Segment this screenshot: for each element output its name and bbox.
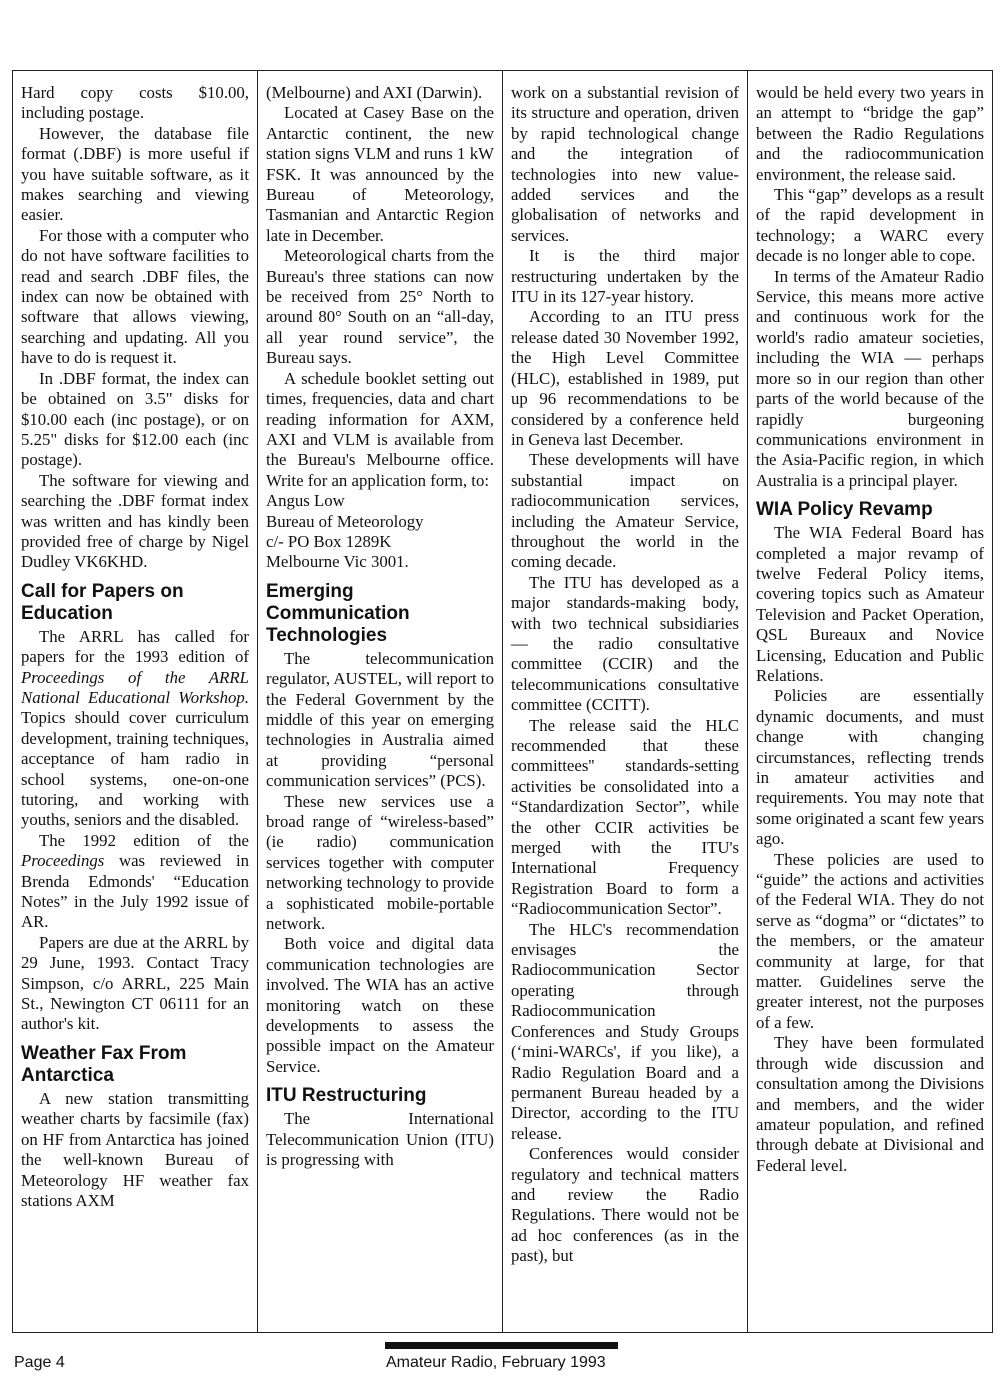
- address-line: Melbourne Vic 3001.: [266, 552, 409, 572]
- paragraph: A new station transmitting weather charts by facsimile (fax) on HF from Antarctica has joined the well-known Bureau of Meteorology HF weather fax stations AXM: [21, 1088, 249, 1210]
- address-line: Angus Low: [266, 491, 345, 511]
- text-run: Topics should cover curriculum development, training techniques, acceptance of ham radio in school systems, one-on-one tutoring, and working with youths, seniors and the disabled.: [21, 708, 249, 830]
- paragraph: The International Telecommunication Union (ITU) is progressing with: [266, 1109, 494, 1170]
- paragraph: Policies are essentially dynamic documents, and must change with changing circumstances, reflecting trends in amateur activities and requirements. You may note that some originated a scant few years ago.: [756, 686, 984, 849]
- heading-weather-fax: Weather Fax From Antarctica: [21, 1042, 187, 1086]
- paragraph: In .DBF format, the index can be obtained on 3.5" disks for $10.00 each (inc postage), or on 5.25" disks for $12.00 each (inc postage).: [21, 368, 249, 470]
- proceedings-title: Proceedings: [21, 851, 105, 871]
- paragraph: The release said the HLC recommended that these committees'' standards-setting activities be consolidated into a “Standardization Sector”, while the other CCIR activities be merged with the ITU's International Frequency Registration Board to form a “Radiocommunication Sector”.: [511, 715, 739, 919]
- paragraph: would be held every two years in an attempt to “bridge the gap” between the Radio Regulations and the radiocommunication environment, the release said.: [756, 83, 984, 184]
- paragraph: However, the database file format (.DBF) is more useful if you have suitable software, as it makes searching and viewing easier.: [21, 123, 249, 225]
- address-line: c/- PO Box 1289K: [266, 531, 392, 551]
- heading-call-for-papers: Call for Papers on Education: [21, 580, 184, 624]
- text-run: was reviewed in Brenda Edmonds' “Education Notes” in the July 1992 issue of AR.: [21, 851, 249, 932]
- paragraph: Meteorological charts from the Bureau's three stations can now be received from 25° North to around 80° South on an “all-day, all year round service”, the Bureau says.: [266, 246, 494, 368]
- paragraph: According to an ITU press release dated 30 November 1992, the High Level Committee (HLC), established in 1989, put up 96 recommendations to be considered by a conference held in Geneva last December.: [511, 307, 739, 449]
- paragraph: [21, 627, 249, 831]
- paragraph: These new services use a broad range of “wireless-based” (ie radio) communication services together with computer networking technology to provide a sophisticated mobile-portable network.: [266, 791, 494, 934]
- page-number: Page 4: [14, 1354, 65, 1371]
- footer-rule: [385, 1342, 618, 1349]
- paragraph: In terms of the Amateur Radio Service, this means more active and continuous work for the world's radio amateur societies, including the WIA — perhaps more so in our region than other parts of the world because of the rapidly burgeoning communications environment in the Asia-Pacific region, in which Australia is a principal player.: [756, 266, 984, 490]
- paragraph: Both voice and digital data communication technologies are involved. The WIA has an active monitoring watch on these developments to assess the possible impact on the Amateur Service.: [266, 934, 494, 1076]
- heading-wia-policy-revamp: WIA Policy Revamp: [756, 499, 933, 521]
- paragraph: The WIA Federal Board has completed a major revamp of twelve Federal Policy items, covering topics such as Amateur Television and Packet Operation, QSL Bureaux and Novice Licensing, Education and Public Relations.: [756, 523, 984, 685]
- text-run: The ARRL has called for papers for the 1993 edition of: [21, 626, 249, 667]
- column-4: [748, 71, 992, 1332]
- text-run: The 1992 edition of the: [39, 830, 249, 850]
- proceedings-title: Proceedings of the ARRL National Educational Workshop.: [21, 667, 249, 707]
- paragraph: [21, 831, 249, 933]
- paragraph: Located at Casey Base on the Antarctic continent, the new station signs VLM and runs 1 kW FSK. It was announced by the Bureau of Meteorology, Tasmanian and Antarctic Region late in December.: [266, 103, 494, 245]
- column-2: [258, 71, 503, 1332]
- paragraph: Hard copy costs $10.00, including postage.: [21, 83, 249, 123]
- paragraph: It is the third major restructuring undertaken by the ITU in its 127-year history.: [511, 246, 739, 307]
- paragraph: Papers are due at the ARRL by 29 June, 1993. Contact Tracy Simpson, c/o ARRL, 225 Main St., Newington CT 06111 for an author's kit.: [21, 932, 249, 1034]
- paragraph: This “gap” develops as a result of the rapid development in technology; a WARC every decade is no longer able to cope.: [756, 185, 984, 266]
- heading-emerging-technologies: Emerging Communication Technologies: [266, 580, 410, 646]
- address-line: Bureau of Meteorology: [266, 511, 424, 531]
- paragraph: The ITU has developed as a major standards-making body, with two technical subsidiaries — the radio consultative committee (CCIR) and the telecommunications consultative committee (CCITT).: [511, 572, 739, 715]
- article-frame: [12, 70, 993, 1333]
- paragraph: These developments will have substantial impact on radiocommunication services, including the Amateur Service, throughout the world in the coming decade.: [511, 450, 739, 572]
- column-1: [13, 71, 258, 1332]
- paragraph: Conferences would consider regulatory and technical matters and review the Radio Regulations. There would not be ad hoc conferences (as in the past), but: [511, 1144, 739, 1266]
- paragraph: These policies are used to “guide” the actions and activities of the Federal WIA. They do not serve as “dogma” or “dictates” to the members, or the amateur community at large, for that matter. Guidelines serve the greater interest, not the purposes of a few.: [756, 849, 984, 1032]
- paragraph: The software for viewing and searching the .DBF format index was written and has kindly been provided free of charge by Nigel Dudley VK6KHD.: [21, 470, 249, 572]
- paragraph: A schedule booklet setting out times, frequencies, data and chart reading information for AXM, AXI and VLM is available from the Bureau's Melbourne office. Write for an application form, to:: [266, 368, 494, 490]
- paragraph: The telecommunication regulator, AUSTEL, will report to the Federal Government by the middle of this year on emerging technologies in Australia aimed at providing “personal communication services” (PCS).: [266, 648, 494, 791]
- paragraph: (Melbourne) and AXI (Darwin).: [266, 83, 483, 102]
- paragraph: They have been formulated through wide discussion and consultation among the Divisions and members, and the wider amateur population, and refined through debate at Divisional and Federal level.: [756, 1033, 984, 1175]
- heading-itu-restructuring: ITU Restructuring: [266, 1085, 427, 1107]
- paragraph: For those with a computer who do not have software facilities to read and search .DBF files, the index can now be obtained with software that allows viewing, searching and updating. All you have to do is request it.: [21, 225, 249, 368]
- column-3: [503, 71, 748, 1332]
- paragraph: The HLC's recommendation envisages the Radiocommunication Sector operating through Radiocommunication Conferences and Study Groups (‘mini-WARCs', if you like), a Radio Regulation Board and a permanent Bureau headed by a Director, according to the ITU release.: [511, 919, 739, 1143]
- publication-line: Amateur Radio, February 1993: [386, 1354, 606, 1371]
- paragraph: work on a substantial revision of its structure and operation, driven by rapid technological change and the integration of technologies into new value-added services and the globalisation of networks and services.: [511, 83, 739, 245]
